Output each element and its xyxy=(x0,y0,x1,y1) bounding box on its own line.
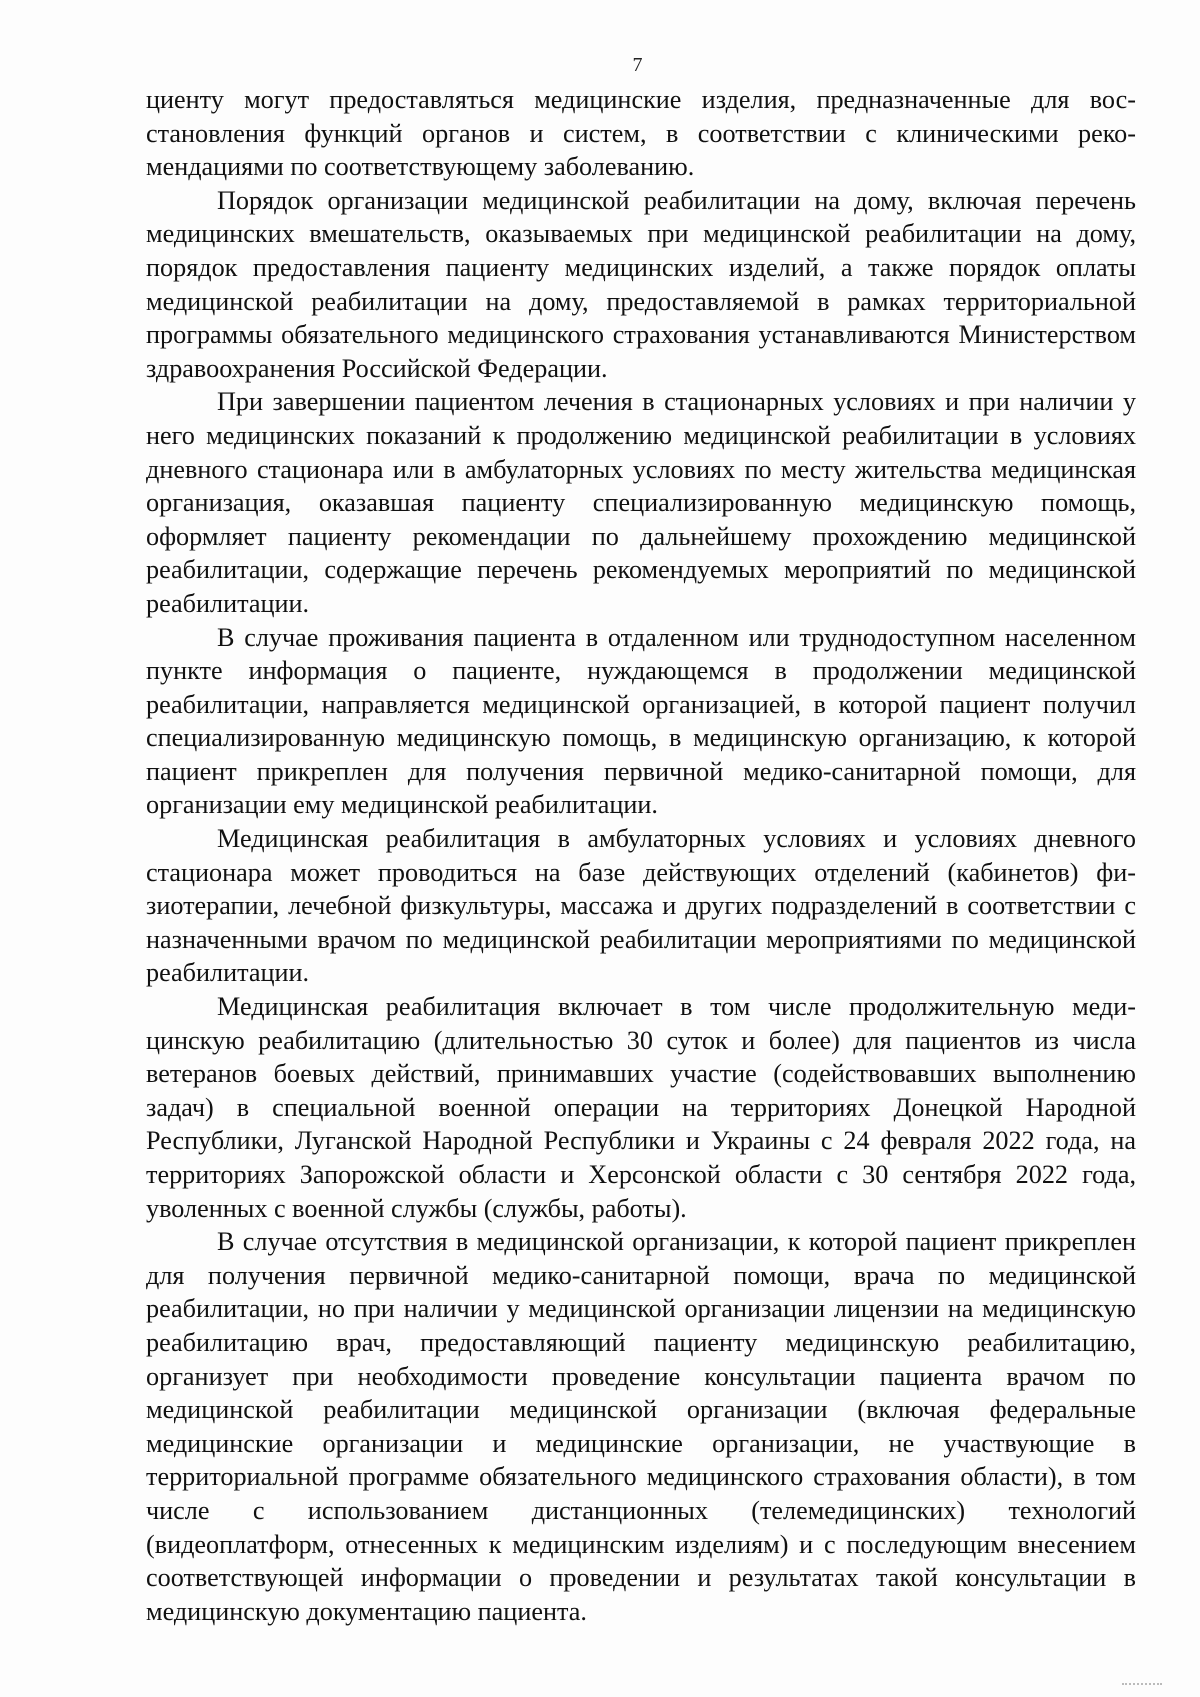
paragraph-7: В случае отсутствия в медицинской организации, к которой пациент прикреплен для получения первичной медико-санитарной помощи, врача по медицинской реабилитации, но при наличии у медицинской организации лицензии на медицинскую реабилитацию врач, предоставляющий пациенту медицинскую реабилитацию, организует при необходимости проведение консультации пациента врачом по медицинской реабилитации медицинской организации (включая федеральные медицинские организации и медицинские организации, не участвующие в территориальной программе обязательного медицинского страхования области), в том числе с использованием дистанционных (телемедицинских) технологий (видеоплатформ, отнесенных к медицинским изделиям) и с последующим внесением соответствующей информации о проведении и результатах такой консультации в медицинскую документацию пациента. xyxy=(146,1227,1136,1626)
paragraph-2: Порядок организации медицинской реабилитации на дому, включая перечень медицинских вмешательств, оказываемых при медицинской реабилитации на дому, порядок предоставления пациенту медицинских изделий, а также порядок оплаты медицинской реабилитации на дому, предоставляемой в рамках территориальной программы обязательного медицинского страхования устанавливаются Министерством здравоохранения Российской Федерации. xyxy=(146,185,1136,383)
paragraph-5: Медицинская реабилитация в амбулаторных условиях и условиях дневного стационара может проводиться на базе действующих отделений (кабинетов) физиотерапии, лечебной физкультуры, массажа и других подразделений в соответствии с назначенными врачом по медицинской реабилитации мероприятиями по медицинской реабилитации. xyxy=(146,824,1136,988)
paragraph-3: При завершении пациентом лечения в стационарных условиях и при наличии у него медицинских показаний к продолжению медицинской реабилитации в условиях дневного стационара или в амбулаторных условиях по месту жительства медицинская организация, оказавшая пациенту специализированную медицинскую помощь, оформляет пациенту рекомендации по дальнейшему прохождению медицинской реабилитации, содержащие перечень рекомендуемых мероприятий по медицинской реабилитации. xyxy=(146,387,1136,618)
paragraph-4: В случае проживания пациента в отдаленном или труднодоступном населенном пункте информация о пациенте, нуждающемся в продолжении медицинской реабилитации, направляется медицинской организацией, в которой пациент получил специализированную медицинскую помощь, в медицинскую организацию, к которой пациент прикреплен для получения первичной медико-санитарной помощи, для организации ему медицинской реабилитации. xyxy=(146,622,1136,820)
scan-artifact xyxy=(1122,1683,1162,1693)
paragraph-1: циенту могут предоставляться медицинские изделия, предназначенные для восстановления функций органов и систем, в соответствии с клиническими рекомендациями по соответствующему заболеванию. xyxy=(146,85,1136,182)
paragraph-6: Медицинская реабилитация включает в том числе продолжительную медицинскую реабилитацию (длительностью 30 суток и более) для пациентов из числа ветеранов боевых действий, принимавших участие (содействовавших выполнению задач) в специальной военной операции на территориях Донецкой Народной Республики, Луганской Народной Республики и Украины с 24 февраля 2022 года, на территориях Запорожской области и Херсонской области с 30 сентября 2022 года, уволенных с военной службы (службы, работы). xyxy=(146,992,1136,1223)
page-number: 7 xyxy=(632,54,643,76)
document-body xyxy=(146,83,1136,1628)
